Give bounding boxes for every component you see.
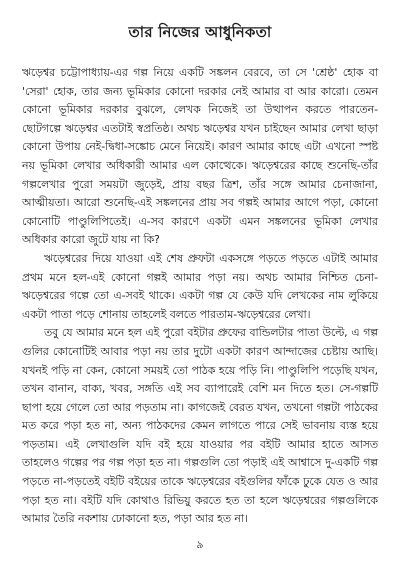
paragraph-3: তবু যে আমার মনে হল এই পুরো বইটার প্রুফের বান্ডিলটার পাতা উল্টে, এ গল্প গুলির কোনোটিই আবার পড়া নয় তার দুটো একটা কারণ আন্দাজের চেষ্টায় আছি। যখনই পড়ি না কেন, কোনো সময়ই তো পাঠক হয়ে পড়ি নি। পাণ্ডুলিপি পড়েছি যখন, তখন বানান, বাক্য, খবর, সঙ্গতি এই সব ব্যাপারেই বেশি মন দিতে হত। সে-গল্পটি ছাপা হয়ে গেলে তো আর পড়তাম না। কাগজেই বেরত যখন, তখনো গল্পটা পাঠকের মত করে পড়া হত না, অন্য পাঠকদের কেমন লাগতে পারে সেই ভাবনায় ব্যস্ত হয়ে পড়তাম। এই লেখাগুলি যদি বই হয়ে যাওয়ার পর বইটি আমার হাতে আসত তাহলেও গল্পের পর গল্প পড়া হত না। গল্পগুলি তো পড়াই এই আশ্বাসে দু-একটি গল্প পড়তে না-পড়তেই বইটি বইয়ের তাকে ঋড়েশ্বরের বইগুলির ফাঁকে ঢুকে যেত ও আর পড়া হত না। বইটি যদি কোথাও রিভিয়ু করতে হত তা হলে ঋড়েশ্বরের গল্পগুলিকে আমার তৈরি নকশায় ঢোকানো হত, পড়া আর হত না। <box>22 326 378 526</box>
paragraph-2: ঋড়েশ্বরের দিয়ে যাওয়া এই শেষ প্রুফটা একসঙ্গে পড়তে পড়তে এটাই আমার প্রথম মনে হল-এই কোনো গল্পই আমার পড়া নয়। অথচ আমার নিশ্চিত চেনা- ঋড়েশ্বরের গল্পে তো এ-সবই থাকে। একটা গল্প যে কেউ যদি লেখকের নাম লুকিয়ে একটা পাতা পড়ে শোনায় তাহলেই বলতে পারতাম-ঋড়েশ্বরের লেখা। <box>22 251 378 321</box>
body-text <box>22 64 378 529</box>
chapter-title: তার নিজের আধুনিকতা <box>128 23 272 41</box>
page-number: ৯ <box>196 538 204 551</box>
paragraph-1: ঋড়েশ্বর চট্টোপাধ্যায়-এর গল্প নিয়ে একটি সঙ্কলন বেরবে, তা সে 'শ্রেষ্ঠ' হোক বা 'সেরা' হোক, তার জন্য ভূমিকার কোনো দরকার নেই আমার বা আর কারো। তেমন কোনো ভূমিকার দরকার বুঝলে, লেখক নিজেই তা উত্থাপন করতে পারতেন- ছোটগল্পে ঋড়েশ্বর এতটাই স্বপ্রতিষ্ঠ। অথচ ঋড়েশ্বর যখন চাইছেন আমার লেখা ছাড়া কোনো উপায় নেই-দ্বিধা-সঙ্কোচ মেনে নিয়েই। কারণ আমার কাছে এটা এখনো স্পষ্ট নয় ভূমিকা লেখার অধিকারী আমার এল কোত্থেকে। ঋড়েশ্বরের কাছে শুনেছি-তাঁর গল্পলেখার পুরো সময়টা জুড়েই, প্রায় বছর ত্রিশ, তাঁর সঙ্গে আমার চেনাজানা, আত্মীয়তা। আরো শুনেছি-এই সঙ্কলনের প্রায় সব গল্পই আমার আগে পড়া, কোনো কোনোটি পাণ্ডুলিপিতেই। এ-সব কারণে একটা এমন সঙ্কলনের ভূমিকা লেখার অধিকার কারো জুটে যায় না কি? <box>22 66 378 247</box>
